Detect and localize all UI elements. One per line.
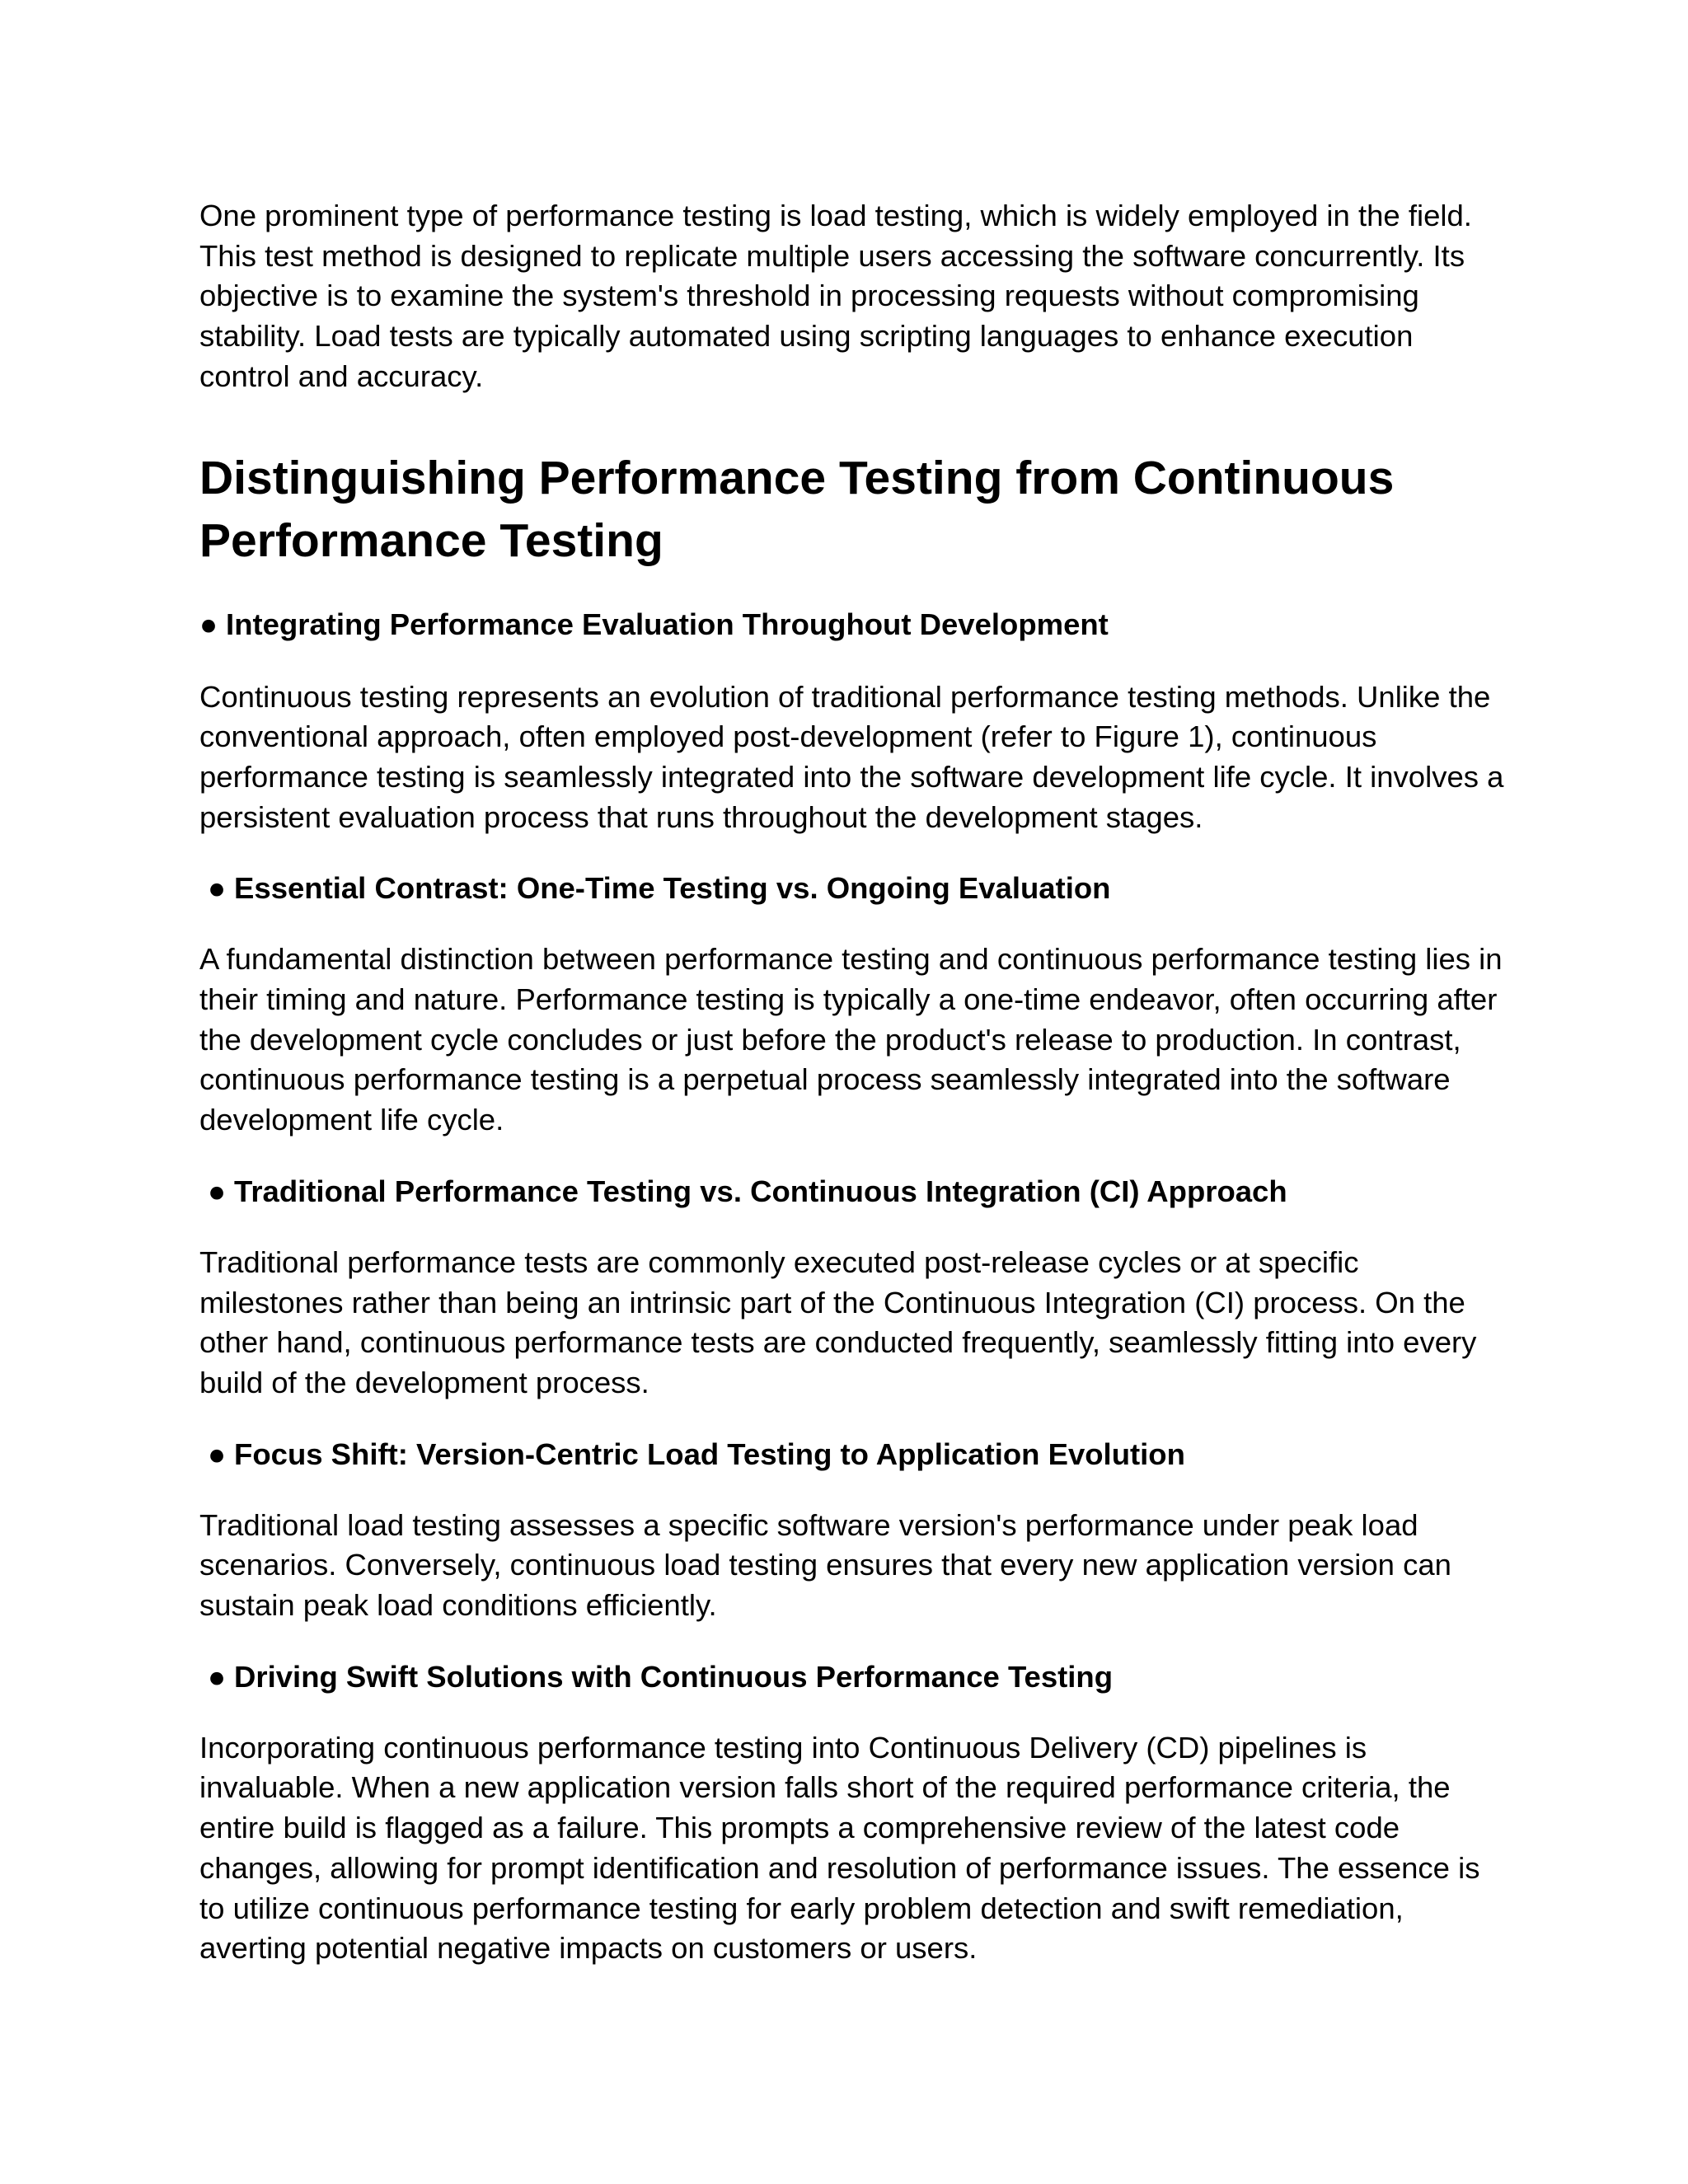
bullet-icon: ● [208, 871, 227, 906]
paragraph-load-testing: One prominent type of performance testing is load testing, which is widely employed in the field. This test method is designed to replicate multiple users accessing the software concurrently. Its objective is to examine the system's threshold in processing requests without compromising stability. Load tests are typically automated using scripting languages to enhance execution control and accuracy. [199, 199, 1472, 393]
bullet-title: Focus Shift: Version-Centric Load Testing to Application Evolution [234, 1436, 1185, 1471]
paragraph-essential-contrast: A fundamental distinction between performance testing and continuous performance testing lies in their timing and nature. Performance testing is typically a one-time endeavor, often occurring after the development cycle concludes or just before the product's release to production. In contrast, continuous performance testing is a perpetual process seamlessly integrated into the software development life cycle. [199, 942, 1503, 1137]
bullet-icon: ● [208, 1436, 227, 1471]
section-heading: Distinguishing Performance Testing from Continuous Performance Testing [199, 451, 1395, 567]
bullet-title: Traditional Performance Testing vs. Continuous Integration (CI) Approach [234, 1174, 1287, 1208]
bullet-heading-integrating [199, 605, 1510, 644]
paragraph-integrating: Continuous testing represents an evolution of traditional performance testing methods. Unlike the conventional approach, often employed post-development (refer to Figure 1), continuous performance testing is seamlessly integrated into the software development life cycle. It involves a persistent evaluation process that runs throughout the development stages. [199, 679, 1504, 834]
bullet-heading-essential-contrast [208, 869, 1510, 908]
document-body [199, 196, 1510, 1969]
bullet-heading-traditional-vs-ci [208, 1172, 1510, 1212]
paragraph-traditional-vs-ci: Traditional performance tests are commonly executed post-release cycles or at specific milestones rather than being an intrinsic part of the Continuous Integration (CI) process. On the other hand, continuous performance tests are conducted frequently, seamlessly fitting into every build of the development process. [199, 1244, 1477, 1399]
bullet-icon: ● [199, 607, 218, 641]
paragraph-swift-solutions: Incorporating continuous performance testing into Continuous Delivery (CD) pipelines is invaluable. When a new application version falls short of the required performance criteria, the entire build is flagged as a failure. This prompts a comprehensive review of the latest code changes, allowing for prompt identification and resolution of performance issues. The essence is to utilize continuous performance testing for early problem detection and swift remediation, averting potential negative impacts on customers or users. [199, 1730, 1480, 1966]
bullet-heading-swift-solutions [208, 1657, 1510, 1697]
bullet-title: Driving Swift Solutions with Continuous Performance Testing [234, 1659, 1114, 1694]
bullet-icon: ● [208, 1659, 227, 1694]
bullet-heading-focus-shift [208, 1435, 1510, 1474]
bullet-title: Essential Contrast: One-Time Testing vs. Ongoing Evaluation [234, 871, 1111, 906]
paragraph-focus-shift: Traditional load testing assesses a specific software version's performance under peak load scenarios. Conversely, continuous load testing ensures that every new application version can sustain peak load conditions efficiently. [199, 1507, 1451, 1623]
bullet-title: Integrating Performance Evaluation Throughout Development [226, 607, 1109, 641]
bullet-icon: ● [208, 1174, 227, 1208]
